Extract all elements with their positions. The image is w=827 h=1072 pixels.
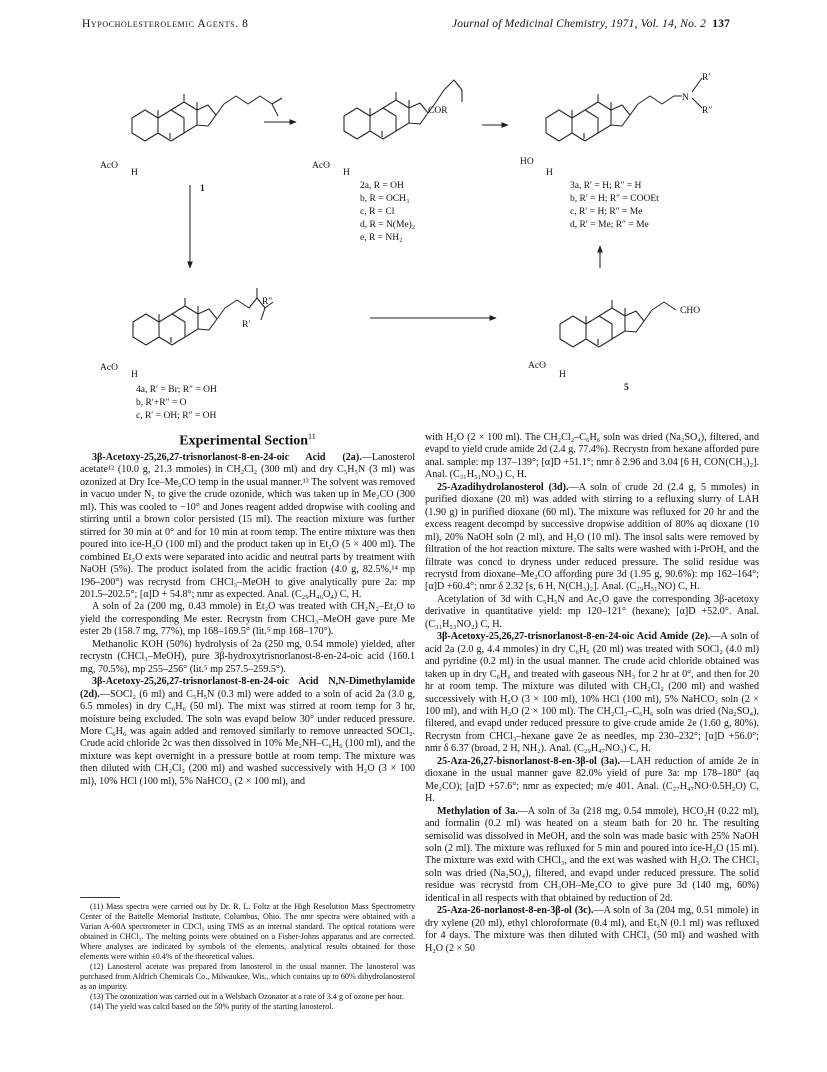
structure-label-aco: AcO <box>312 161 330 171</box>
compound-label-1: 1 <box>200 184 205 194</box>
footnote: (12) Lanosterol acetate was prepared from lanosterol in the usual manner. The lanosterol was purchased from Aldrich Chemicals Co., Milwaukee, Wis., which contains up to 60% dihydrolanosterol as an impurity. <box>80 962 415 991</box>
structure-compound-1 <box>132 94 282 141</box>
compound-list-2 <box>360 180 415 245</box>
compound-variant: c, R = Cl <box>360 207 395 217</box>
footnote-ref: 11 <box>308 432 316 441</box>
structure-compound-3 <box>546 78 702 141</box>
structure-label-ho: HO <box>520 157 534 167</box>
structure-label-r2: R″ <box>262 297 273 307</box>
structure-label-h: H <box>131 370 138 380</box>
compound-list-3 <box>570 180 659 232</box>
footnote-rule <box>80 897 120 898</box>
compound-variant: d, R′ = Me; R″ = Me <box>570 220 649 230</box>
paragraph <box>425 631 759 756</box>
structure-label-n: N <box>682 93 689 103</box>
running-header-left: Hypocholesterolemic Agents. 8 <box>82 18 249 30</box>
compound-list-4 <box>136 384 217 423</box>
structure-label-aco: AcO <box>100 363 118 373</box>
paragraph-heading: 25-Azadihydrolanosterol (3d). <box>437 481 569 493</box>
footnote: (13) The ozonization was carried out in a Welsbach Ozonator at a rate of 3.4 g of ozone per hour. <box>90 992 404 1001</box>
paragraph-heading: 3β-Acetoxy-25,26,27-trisnorlanost-8-en-24-oic Acid (2a). <box>92 452 362 463</box>
structure-label-cho: CHO <box>680 306 701 316</box>
paragraph <box>80 639 415 676</box>
paragraph-text: —A soln of crude 2d (2.4 g, 5 mmoles) in purified dioxane (20 ml) was added with stirring to a refluxing slurry of LAH (1.90 g) in purified dioxane (60 ml). The mixture was refluxed for 20 hr and the excess reagent decompd by successive dropwise addition of 80% aq dioxane (10 ml), 20% NaOH soln (2 ml), and H₂O (10 ml). The insol salts were removed by filtration of the hot reaction mixture. The salts were washed with i-PrOH, and the filtrate was concd to dryness under reduced pressure. The solid residue was recrystd from dioxane–Me₂CO affording pure 3d (1.95 g, 90.6%): mp 162–164°; [α]D +60.4°; nmr δ 2.32 [s, 6 H, N(CH₃)₂]. Anal. (C₂₉H₅₁NO) C, H. <box>425 481 759 593</box>
paragraph-text: A soln of 2a (200 mg, 0.43 mmole) in Et₂O was treated with CH₂N₂–Et₂O to yield the corresponding Me ester. Recrystn from CHCl₃–MeOH gave pure Me ester 2b (158.7 mg, 77%), mp 168–169.5° (lit.⁵ mp 168–170°). <box>80 601 415 638</box>
right-column <box>425 432 759 955</box>
paragraph-text: —A soln of 3a (204 mg, 0.51 mmole) in dry xylene (20 ml), ethyl chloroformate (0.4 ml), and Et₃N (0.1 ml) was refluxed for 4 days. The mixture was then diluted with CHCl₃ (50 ml) and washed with H₂O (2 × 50 <box>425 905 759 954</box>
compound-variant: c, R′ = H; R″ = Me <box>570 207 643 217</box>
paragraph-heading: Methylation of 3a. <box>437 805 518 817</box>
structure-label-h: H <box>131 168 138 178</box>
footnotes <box>80 902 415 1012</box>
journal-citation: Journal of Medicinal Chemistry, 1971, Vol. 14, No. 2 <box>452 18 707 30</box>
structure-label-aco: AcO <box>528 361 546 371</box>
footnote: (14) The yield was calcd based on the 50% purity of the starting lanosterol. <box>90 1002 334 1011</box>
paragraph <box>425 756 759 806</box>
paragraph <box>425 806 759 906</box>
structure-compound-5 <box>560 300 676 347</box>
paragraph-heading: 25-Aza-26,27-bisnorlanost-8-en-3β-ol (3a). <box>437 755 621 767</box>
paragraph-heading: 3β-Acetoxy-25,26,27-trisnorlanost-8-en-24-oic Acid Amide (2e). <box>437 631 711 643</box>
structure-label-aco: AcO <box>100 161 118 171</box>
compound-variant: d, R = N(Me)₂ <box>360 220 416 230</box>
compound-variant: b, R′+R″ = O <box>136 398 187 408</box>
paragraph-text: —A soln of acid 2a (2.0 g, 4.4 mmoles) in dry C₆H₆ (20 ml) was treated with SOCl₂ (4.0 ml) and pyridine (0.2 ml) in the usual manner. The crude acid chloride obtained was taken up in dry C₆H₆ and treated with gaseous NH₃ for 2 hr at 0°, and then for 20 hr at room temp. The mixture was diluted with CH₂Cl₂ (200 ml) and washed successively with H₂O (3 × 100 ml), 10% HCl (100 ml), 5% NaHCO₃ soln (2 × 100 ml), and with H₂O (2 × 100 ml). The CH₂Cl₂–C₆H₆ soln was dried (Na₂SO₄), filtered, and evapd under reduced pressure to give crude amide 2e (1.60 g, 80%). Recrystn from CHCl₃–hexane gave 2e as needles, mp 230–232°; [α]D +56.0°; nmr δ 6.37 (broad, 2 H, NH₂). Anal. (C₂₉H₄₇NO₃) C, H. <box>425 631 759 755</box>
compound-variant: 2a, R = OH <box>360 181 404 191</box>
left-column <box>80 452 415 788</box>
paragraph-text: Acetylation of 3d with C₅H₅N and Ac₂O gave the corresponding 3β-acetoxy derivative in quantitative yield: mp 120–121° (hexane); [α]D +52.0°. Anal. (C₃₁H₅₃NO₂) C, H. <box>425 593 759 630</box>
paragraph <box>425 482 759 594</box>
section-title: Experimental Section <box>179 433 308 449</box>
paragraph-text: —A soln of 3a (218 mg, 0.54 mmole), HCO₂H (0.22 ml), and formalin (0.2 ml) was heated on a steam bath for 20 hr. The resulting semisolid was dissolved in MeOH, and the soln was made basic with 25% NaOH soln (2 ml). The mixture was refluxed for 5 min and poured into ice-H₂O (15 ml). The mixture was extd with CHCl₃, and the ext was washed with H₂O. The CHCl₃ soln was dried (Na₂SO₄), filtered, and evapd under reduced pressure. The solid residue was recrystd from CH₃OH–Me₂CO to give pure 3d (140 mg, 60%) identical in all respects with that obtained by reduction of 2d. <box>425 805 760 904</box>
compound-label-5: 5 <box>624 383 629 393</box>
structure-label-cor: COR <box>428 106 448 116</box>
paragraph-heading: 3β-Acetoxy-25,26,27-trisnorlanost-8-en-24-oic Acid N,N-Dimethylamide (2d). <box>80 676 415 700</box>
paragraph <box>425 594 759 631</box>
paragraph-text: —Lanosterol acetate¹² (10.0 g, 21.3 mmoles) in CH₂Cl₂ (300 ml) and dry C₅H₅N (3 ml) was ozonized at Dry Ice–Me₂CO temp in the usual manner.¹³ The solvent was removed in vacuo under N₂ to give the crude ozonide, which was taken up in Me₂CO (300 ml). This was cooled to −10° and Jones reagent added dropwise with cooling and stirring until a brown color persisted (15 ml). The reaction mixture was further stirred for 30 min at 0° and for 10 min at room temp. The entire mixture was then poured into ice-H₂O (100 ml) and the product taken up in Et₂O (5 × 400 ml). The combined Et₂O exts were separated into acidic and neutral parts by treatment with NaOH (5%). The product isolated from the acidic fraction (4.0 g, 82.5%,¹⁴ mp 196–200°) was recrystd from CHCl₃–MeOH to give analytically pure 2a: mp 201.5–202.5°; [α]D + 54.8°; nmr as expected. Anal. (C₂₉H₄₆O₄) C, H. <box>80 452 415 600</box>
footnote: (11) Mass spectra were carried out by Dr. R. L. Foltz at the High Resolution Mass Spectrometry Center of the Battelle Memorial Institute, Columbus, Ohio. The nmr spectra were obtained with a Varian A-60A spectrometer in CDCl₃ using TMS as an internal standard. The optical rotations were obtained in CHCl₃. The melting points were obtained on a Fisher-Johns apparatus and are corrected. Where analyses are indicated by symbols of the elements, analytical results obtained for those elements were within ±0.4% of the theoretical values. <box>80 902 415 961</box>
paragraph <box>425 905 759 955</box>
paragraph-text: —LAH reduction of amide 2e in dioxane in the usual manner gave 82.0% yield of pure 3a: mp 178–180° (aq Me₂CO); [α]D +57.6°; nmr as expected; m/e 401. Anal. (C₂₇H₄₇NO·0.5H₂O) C, H. <box>425 755 759 805</box>
page-number: 137 <box>712 18 731 30</box>
compound-variant: b, R′ = H; R″ = COOEt <box>570 194 659 204</box>
compound-variant: c, R′ = OH; R″ = OH <box>136 411 217 421</box>
structure-compound-4 <box>133 288 273 345</box>
structure-label-r1: R′ <box>242 320 251 330</box>
paragraph <box>425 432 759 482</box>
structure-label-h: H <box>559 370 566 380</box>
structure-label-h: H <box>343 168 350 178</box>
section-heading <box>80 432 415 450</box>
compound-variant: e, R = NH₂ <box>360 233 403 243</box>
paragraph <box>80 676 415 788</box>
compound-variant: 3a, R′ = H; R″ = H <box>570 181 642 191</box>
structure-label-r2: R″ <box>702 106 713 116</box>
paragraph-text: with H₂O (2 × 100 ml). The CH₂Cl₂–C₆H₆ soln was dried (Na₂SO₄), filtered, and evapd to yield crude amide 2d (2.4 g, 77.4%). Recrystn from hexane afforded pure anal. sample: mp 137–139°; [α]D +51.1°; nmr δ 2.96 and 3.04 [6 H, CON(CH₃)₂]. Anal. (C₃₁H₅₁NO₃) C, H. <box>425 432 759 481</box>
paragraph-text: —SOCl₂ (6 ml) and C₅H₅N (0.3 ml) were added to a soln of acid 2a (3.0 g, 6.5 mmoles) in dry C₆H₆ (50 ml). The mixt was stirred at room temp for 3 hr, moisture being excluded. The soln was evapd below 30° under reduced pressure. More C₆H₆ was again added and removed similarly to remove unreacted SOCl₂. Crude acid chloride 2c was then dissolved in 10% Me₂NH–C₆H₆ (100 ml), and the mixture was kept overnight in a pressure bottle at room temp. The mixture was then diluted with CH₂Cl₂ (200 ml) and washed successively with H₂O (3 × 100 ml), 10% HCl (100 ml), 5% NaHCO₃ (2 × 100 ml), and <box>80 688 415 787</box>
structure-label-h: H <box>546 168 553 178</box>
compound-variant: 4a, R′ = Br; R″ = OH <box>136 385 217 395</box>
paragraph <box>80 601 415 638</box>
paragraph <box>80 452 415 601</box>
structure-label-r1: R′ <box>702 73 711 83</box>
paragraph-text: Methanolic KOH (50%) hydrolysis of 2a (250 mg, 0.54 mmole) yielded, after recrystn (CHCl₃–MeOH), pure 3β-hydroxytrisnorlanost-8-en-24-oic acid (160.1 mg, 70.5%), mp 255–256° (lit.⁵ mp 257.5–259.5°). <box>80 638 415 675</box>
paragraph-heading: 25-Aza-26-norlanost-8-en-3β-ol (3c). <box>437 905 594 917</box>
compound-variant: b, R = OCH₃ <box>360 194 410 204</box>
